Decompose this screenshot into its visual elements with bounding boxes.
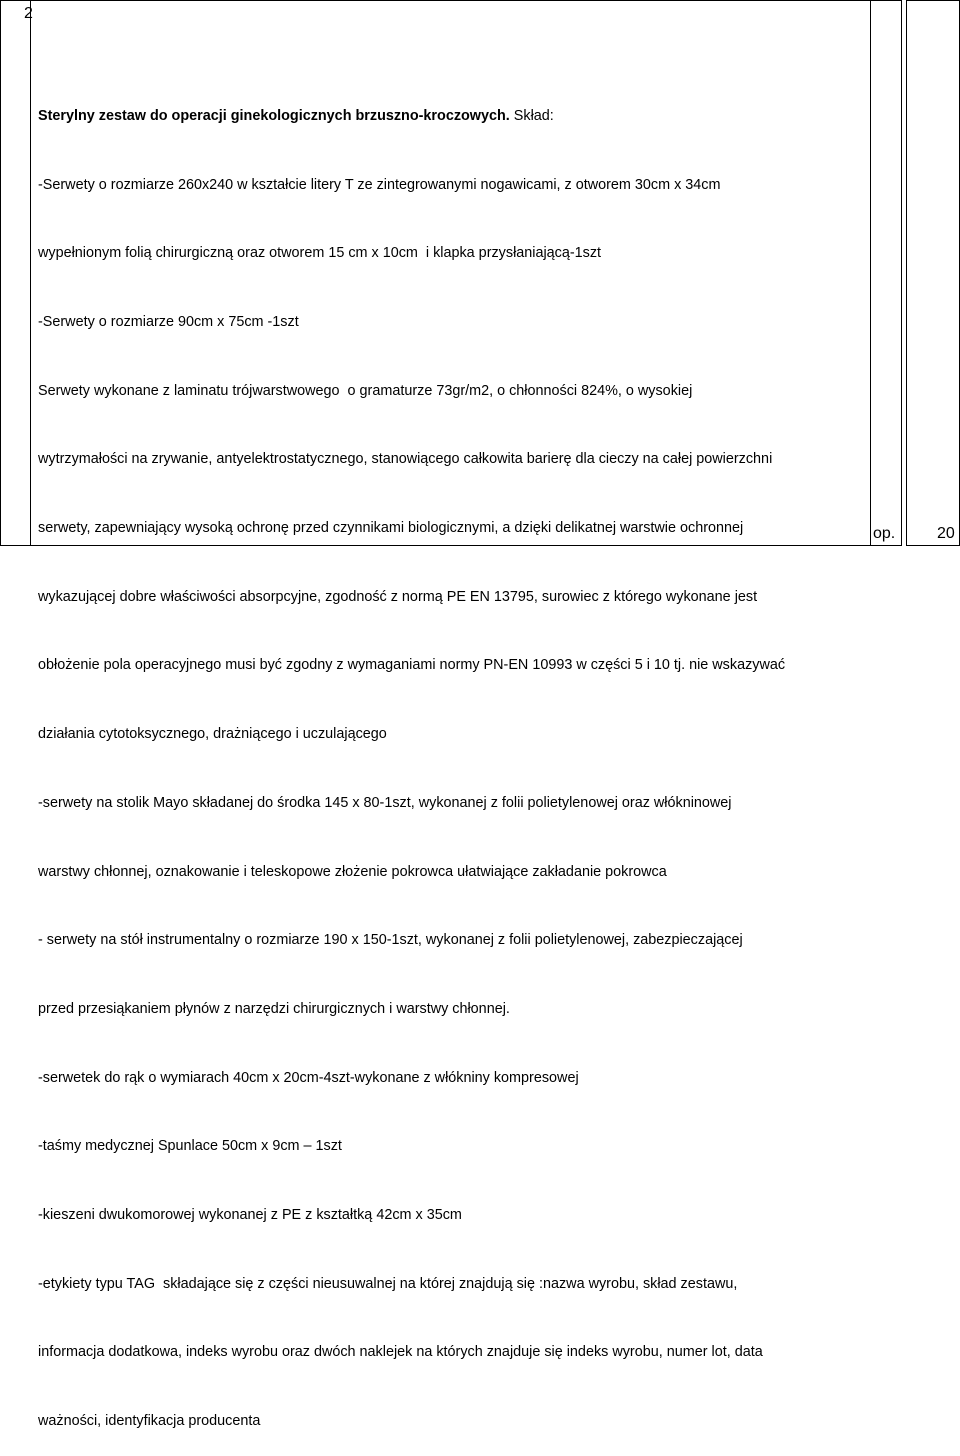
- description-line: -serwety na stolik Mayo składanej do środka 145 x 80-1szt, wykonanej z folii polietylenowej oraz włókninowej: [38, 794, 732, 811]
- description-text: [38, 59, 866, 1456]
- description-line: ważności, identyfikacja producenta: [38, 1413, 261, 1430]
- description-line: przed przesiąkaniem płynów z narzędzi chirurgicznych i warstwy chłonnej.: [38, 1000, 510, 1017]
- quantity-value: 20: [937, 525, 955, 542]
- description-line: -Serwety o rozmiarze 260x240 w kształcie litery T ze zintegrowanymi nogawicami, z otworem 30cm x 34cm: [38, 176, 721, 193]
- unit-cell: [870, 0, 902, 546]
- description-line: działania cytotoksycznego, drażniącego i uczulającego: [38, 726, 387, 743]
- description-line: -taśmy medycznej Spunlace 50cm x 9cm – 1szt: [38, 1138, 342, 1155]
- description-line: obłożenie pola operacyjnego musi być zgodny z wymaganiami normy PN-EN 10993 w części 5 i 10 tj. nie wskazywać: [38, 657, 786, 674]
- description-line: wypełnionym folią chirurgiczną oraz otworem 15 cm x 10cm i klapka przysłaniającą-1szt: [38, 245, 602, 262]
- description-line: -serwetek do rąk o wymiarach 40cm x 20cm-4szt-wykonane z włókniny kompresowej: [38, 1069, 579, 1086]
- quantity-cell: [906, 0, 960, 546]
- description-title-line: [38, 105, 866, 128]
- description-line: informacja dodatkowa, indeks wyrobu oraz dwóch naklejek na których znajduje się indeks wyrobu, numer lot, data: [38, 1344, 763, 1361]
- description-line: - serwety na stół instrumentalny o rozmiarze 190 x 150-1szt, wykonanej z folii polietylenowej, zabezpieczającej: [38, 932, 743, 949]
- description-line: warstwy chłonnej, oznakowanie i teleskopowe złożenie pokrowca ułatwiające zakładanie pokrowca: [38, 863, 667, 880]
- description-line: -Serwety o rozmiarze 90cm x 75cm -1szt: [38, 313, 299, 330]
- description-line: wytrzymałości na zrywanie, antyelektrostatycznego, stanowiącego całkowita barierę dla cieczy na całej powierzchni: [38, 451, 773, 468]
- description-line: -kieszeni dwukomorowej wykonanej z PE z kształtką 42cm x 35cm: [38, 1207, 462, 1224]
- description-title: Sterylny zestaw do operacji ginekologicznych brzuszno-kroczowych.: [38, 107, 510, 124]
- row-number: 2: [24, 5, 33, 22]
- description-line: Serwety wykonane z laminatu trójwarstwowego o gramaturze 73gr/m2, o chłonności 824%, o wysokiej: [38, 382, 693, 399]
- description-line: -etykiety typu TAG składające się z części nieusuwalnej na której znajdują się :nazwa wyrobu, skład zestawu,: [38, 1275, 738, 1292]
- lp-cell: [0, 0, 31, 546]
- description-title-suffix: Skład:: [509, 107, 554, 124]
- description-line: serwety, zapewniający wysoką ochronę przed czynnikami biologicznymi, a dzięki delikatnej warstwie ochronnej: [38, 520, 744, 537]
- description-line: wykazującej dobre właściwości absorpcyjne, zgodność z normą PE EN 13795, surowiec z którego wykonane jest: [38, 588, 758, 605]
- unit-label: op.: [873, 525, 896, 542]
